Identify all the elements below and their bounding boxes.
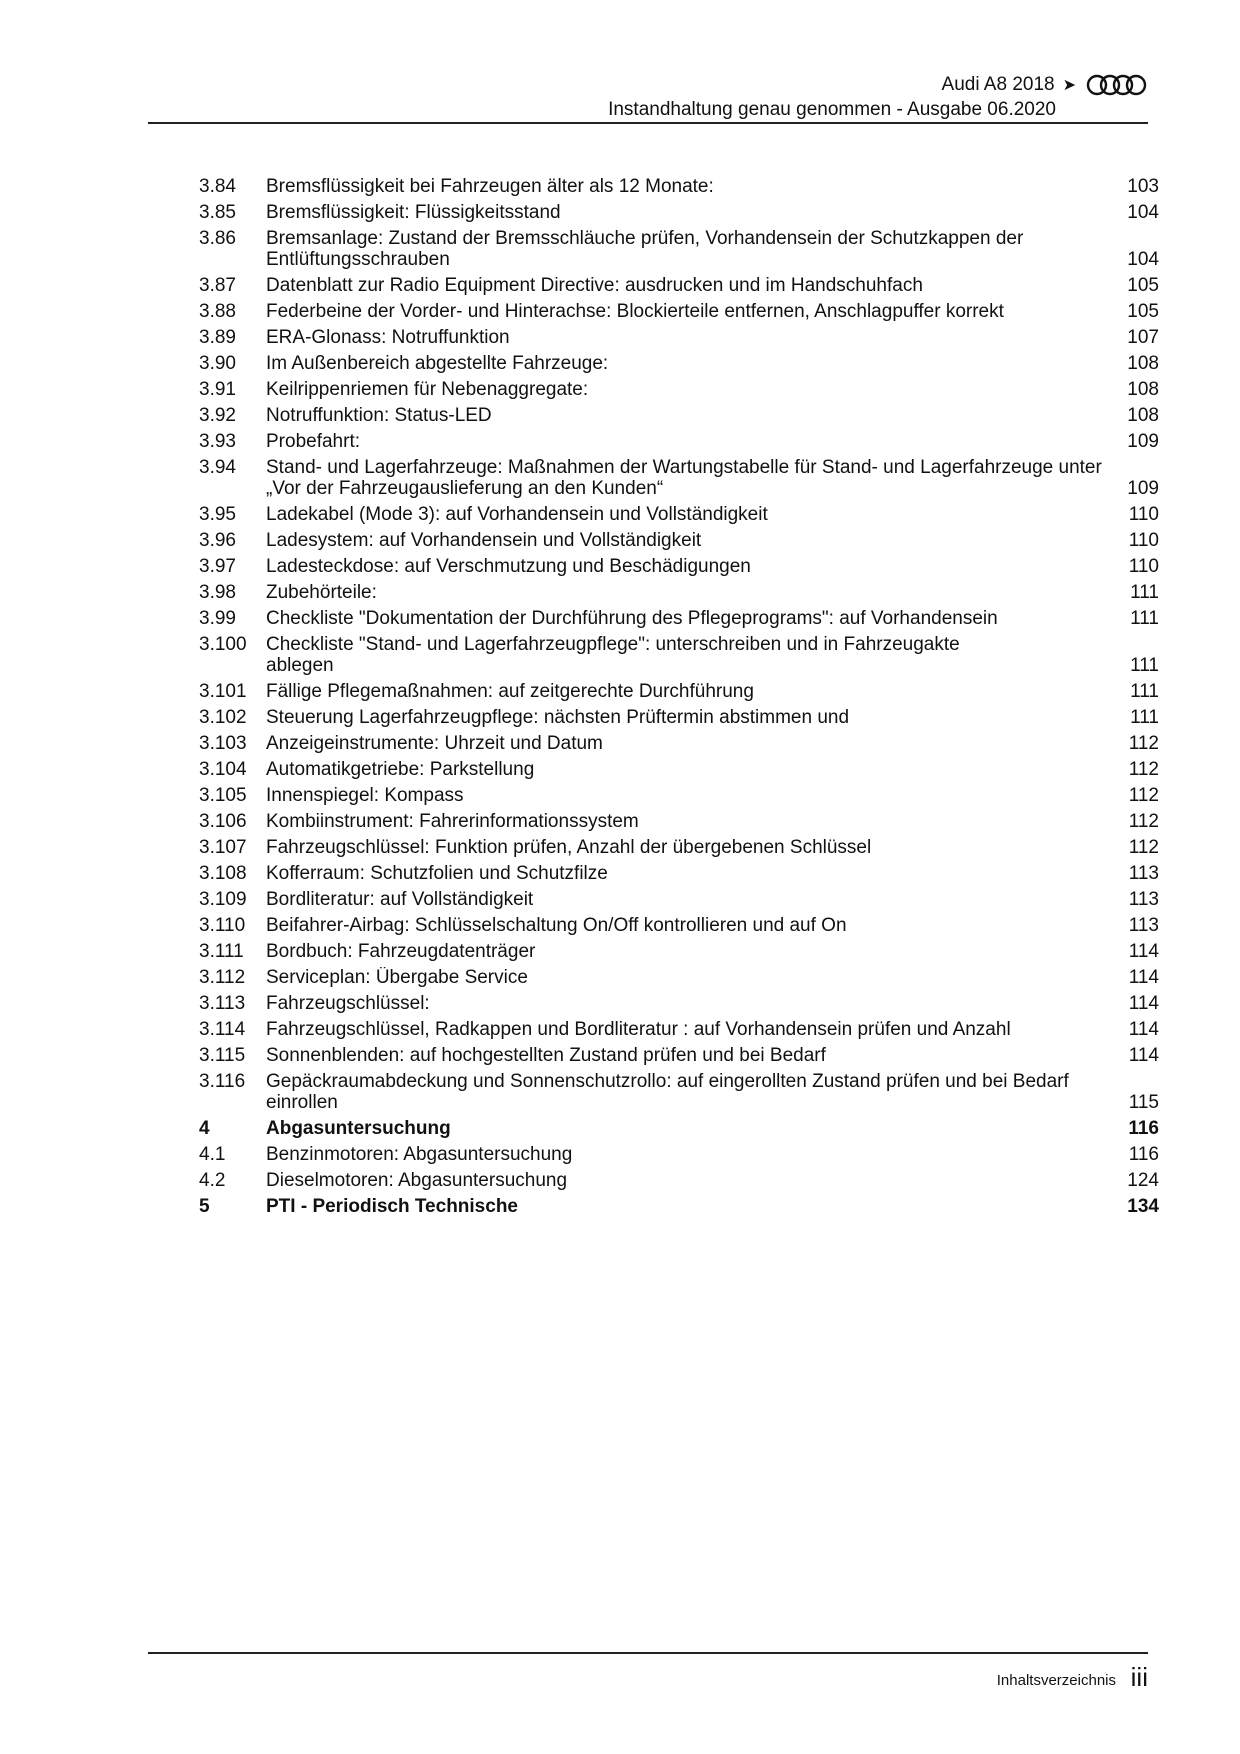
toc-entry-page: 112 <box>1128 837 1159 858</box>
footer-page-number: iii <box>1130 1662 1148 1692</box>
toc-entry-title: Serviceplan: Übergabe Service . . . <box>266 967 1115 988</box>
toc-entry-page: 108 <box>1127 405 1159 426</box>
toc-entry-page: 107 <box>1127 327 1159 348</box>
toc-entry-page: 134 <box>1127 1196 1159 1217</box>
toc-entry-title: Checkliste "Dokumentation der Durchführung des Pflegeprograms": auf Vorhandensein . . . <box>266 608 1115 629</box>
toc-entry-title-wrap <box>266 941 1115 962</box>
toc-entry-number: 3.92 <box>199 405 236 426</box>
toc-entry-number: 3.87 <box>199 275 236 296</box>
toc-entry-page: 109 <box>1127 478 1159 499</box>
toc-entry-title: Beifahrer-Airbag: Schlüsselschaltung On/Off kontrollieren und auf On . . . <box>266 915 1115 936</box>
toc-entry-title-wrap <box>266 327 1115 348</box>
toc-entry-page: 116 <box>1128 1118 1159 1139</box>
toc-entry-title: ERA-Glonass: Notruffunktion . . . <box>266 327 1115 348</box>
toc-entry-number: 3.100 <box>199 634 247 655</box>
toc-entry-page: 115 <box>1128 1092 1159 1113</box>
toc-entry-title: Federbeine der Vorder- und Hinterachse: Blockierteile entfernen, Anschlagpuffer korrekt . . . <box>266 301 1115 322</box>
toc-entry-title: Bremsflüssigkeit bei Fahrzeugen älter als 12 Monate: . . . <box>266 176 1115 197</box>
toc-entry-title: Dieselmotoren: Abgasuntersuchung . . . <box>266 1170 1115 1191</box>
toc-entry[interactable] <box>199 405 1159 426</box>
arrow-icon: ➤ <box>1062 77 1076 94</box>
toc-entry-page: 114 <box>1128 941 1159 962</box>
toc-entry-number: 3.112 <box>199 967 246 988</box>
toc-entry-number: 3.99 <box>199 608 236 629</box>
toc-entry-title: Checkliste "Stand- und Lagerfahrzeugpflege": unterschreiben und in Fahrzeugakte ablegen . . . <box>266 634 1115 676</box>
toc-entry[interactable] <box>199 707 1159 728</box>
toc-entry[interactable] <box>199 556 1159 577</box>
toc-entry[interactable] <box>199 379 1159 400</box>
toc-entry[interactable] <box>199 228 1159 270</box>
toc-entry-page: 114 <box>1128 1045 1159 1066</box>
toc-entry-page: 111 <box>1130 608 1159 629</box>
toc-entry-page: 113 <box>1128 915 1159 936</box>
toc-entry-title-wrap <box>266 915 1115 936</box>
toc-entry-number: 3.111 <box>199 941 244 962</box>
toc-entry-title-wrap <box>266 1071 1115 1113</box>
toc-entry[interactable] <box>199 811 1159 832</box>
toc-entry-title: Fällige Pflegemaßnahmen: auf zeitgerechte Durchführung . . . <box>266 681 1115 702</box>
footer-section-label: Inhaltsverzeichnis <box>996 1672 1116 1689</box>
toc-entry-number: 3.105 <box>199 785 247 806</box>
toc-entry[interactable] <box>199 1045 1159 1066</box>
toc-entry-title-wrap <box>266 301 1115 322</box>
toc-entry-page: 105 <box>1127 301 1159 322</box>
toc-entry-title-wrap <box>266 1045 1115 1066</box>
toc-entry-title: Zubehörteile: . . . <box>266 582 1115 603</box>
toc-entry-number: 3.95 <box>199 504 236 525</box>
toc-entry-title-wrap <box>266 967 1115 988</box>
toc-entry-title: Automatikgetriebe: Parkstellung . . . <box>266 759 1115 780</box>
toc-entry-number: 3.106 <box>199 811 247 832</box>
toc-entry-page: 124 <box>1127 1170 1159 1191</box>
toc-entry-title-wrap <box>266 582 1115 603</box>
toc-entry-number: 3.91 <box>199 379 236 400</box>
toc-entry[interactable] <box>199 457 1159 499</box>
toc-entry[interactable] <box>199 608 1159 629</box>
toc-entry-number: 3.86 <box>199 228 236 249</box>
toc-entry-number: 3.104 <box>199 759 247 780</box>
toc-entry-page: 112 <box>1128 759 1159 780</box>
toc-entry[interactable] <box>199 837 1159 858</box>
toc-entry-title-wrap <box>266 837 1115 858</box>
toc-entry-page: 116 <box>1128 1144 1159 1165</box>
toc-entry-number: 3.108 <box>199 863 247 884</box>
toc-entry[interactable] <box>199 733 1159 754</box>
toc-entry-number: 3.88 <box>199 301 236 322</box>
toc-entry[interactable] <box>199 759 1159 780</box>
toc-entry-title: Ladesystem: auf Vorhandensein und Vollständigkeit . . . <box>266 530 1115 551</box>
toc-entry-number: 3.85 <box>199 202 236 223</box>
toc-entry-title-wrap <box>266 733 1115 754</box>
toc-entry-title-wrap <box>266 785 1115 806</box>
toc-entry-title-wrap <box>266 993 1115 1014</box>
toc-entry-title-wrap <box>266 634 1115 676</box>
toc-entry-title-wrap <box>266 1118 1115 1139</box>
toc-entry-title-wrap <box>266 457 1115 499</box>
header-subtitle: Instandhaltung genau genommen - Ausgabe 06.2020 <box>608 99 1056 120</box>
toc-entry-page: 111 <box>1130 655 1159 676</box>
toc-entry[interactable] <box>199 915 1159 936</box>
toc-entry-title-wrap <box>266 228 1115 270</box>
toc-entry[interactable] <box>199 1019 1159 1040</box>
toc-entry-page: 110 <box>1128 530 1159 551</box>
page-header <box>148 72 1148 122</box>
toc-entry-title: Kofferraum: Schutzfolien und Schutzfilze . . . <box>266 863 1115 884</box>
toc-entry-number: 3.84 <box>199 176 236 197</box>
toc-entry[interactable] <box>199 1144 1159 1165</box>
toc-entry-title-wrap <box>266 379 1115 400</box>
toc-entry[interactable] <box>199 431 1159 452</box>
toc-entry-title-wrap <box>266 530 1115 551</box>
header-model-line <box>942 72 1148 98</box>
toc-entry[interactable] <box>199 941 1159 962</box>
toc-entry-number: 3.107 <box>199 837 247 858</box>
toc-entry-title: Ladekabel (Mode 3): auf Vorhandensein und Vollständigkeit . . . <box>266 504 1115 525</box>
toc-entry-page: 104 <box>1127 249 1159 270</box>
toc-entry-title: Benzinmotoren: Abgasuntersuchung . . . <box>266 1144 1115 1165</box>
toc-entry-title-wrap <box>266 608 1115 629</box>
toc-entry-title: Keilrippenriemen für Nebenaggregate: . . . <box>266 379 1115 400</box>
toc-entry-number: 3.114 <box>199 1019 246 1040</box>
toc-entry-number: 3.90 <box>199 353 236 374</box>
toc-entry-page: 114 <box>1128 1019 1159 1040</box>
toc-entry-page: 112 <box>1128 733 1159 754</box>
toc-entry[interactable] <box>199 993 1159 1014</box>
toc-entry[interactable] <box>199 1071 1159 1113</box>
toc-entry-title-wrap <box>266 556 1115 577</box>
toc-entry-page: 104 <box>1127 202 1159 223</box>
toc-entry-title: Probefahrt: . . . <box>266 431 1115 452</box>
toc-entry-number: 3.116 <box>199 1071 246 1092</box>
toc-entry-page: 111 <box>1130 681 1159 702</box>
toc-entry-title: Bordbuch: Fahrzeugdatenträger . . . <box>266 941 1115 962</box>
toc-entry-page: 103 <box>1127 176 1159 197</box>
toc-entry-number: 3.93 <box>199 431 236 452</box>
toc-entry-page: 114 <box>1128 993 1159 1014</box>
toc-entry-page: 109 <box>1127 431 1159 452</box>
toc-entry[interactable] <box>199 889 1159 910</box>
toc-entry-title: Bremsflüssigkeit: Flüssigkeitsstand . . . <box>266 202 1115 223</box>
toc-entry-number: 4.2 <box>199 1170 226 1191</box>
toc-entry-title: Gepäckraumabdeckung und Sonnenschutzrollo: auf eingerollten Zustand prüfen und bei Bedarf einrollen . . . <box>266 1071 1115 1113</box>
toc-entry-title: Innenspiegel: Kompass . . . <box>266 785 1115 806</box>
toc-entry-title-wrap <box>266 811 1115 832</box>
toc-entry-title-wrap <box>266 202 1115 223</box>
toc-entry-page: 113 <box>1128 863 1159 884</box>
toc-entry-page: 114 <box>1128 967 1159 988</box>
header-model: Audi A8 2018 <box>941 74 1055 95</box>
toc-entry[interactable] <box>199 504 1159 525</box>
toc-entry-title-wrap <box>266 353 1115 374</box>
toc-entry-title-wrap <box>266 405 1115 426</box>
toc-entry-page: 110 <box>1128 556 1159 577</box>
toc-entry-title-wrap <box>266 1019 1115 1040</box>
toc-entry-page: 112 <box>1128 785 1159 806</box>
toc-entry-number: 3.103 <box>199 733 247 754</box>
toc-entry-title: Steuerung Lagerfahrzeugpflege: nächsten Prüftermin abstimmen und . . . <box>266 707 1115 728</box>
toc-entry[interactable] <box>199 202 1159 223</box>
toc-entry[interactable] <box>199 681 1159 702</box>
toc-entry-number: 3.110 <box>199 915 246 936</box>
footer-divider <box>148 1652 1148 1654</box>
toc-entry-title-wrap <box>266 759 1115 780</box>
toc-entry-number: 3.115 <box>199 1045 246 1066</box>
toc-entry-page: 108 <box>1127 379 1159 400</box>
toc-entry-title-wrap <box>266 1170 1115 1191</box>
toc-entry-title: Fahrzeugschlüssel: . . . <box>266 993 1115 1014</box>
toc-entry-number: 4.1 <box>199 1144 226 1165</box>
toc-entry-number: 3.113 <box>199 993 246 1014</box>
table-of-contents <box>199 176 1159 1222</box>
toc-entry[interactable] <box>199 863 1159 884</box>
toc-entry-title-wrap <box>266 275 1115 296</box>
toc-entry-number: 3.97 <box>199 556 236 577</box>
toc-entry-title: Abgasuntersuchung . . . <box>266 1118 1115 1139</box>
toc-entry[interactable] <box>199 967 1159 988</box>
toc-entry-number: 3.94 <box>199 457 236 478</box>
toc-entry[interactable] <box>199 634 1159 676</box>
toc-entry-title: Im Außenbereich abgestellte Fahrzeuge: . . . <box>266 353 1115 374</box>
toc-entry-title: Kombiinstrument: Fahrerinformationssystem . . . <box>266 811 1115 832</box>
toc-entry-title-wrap <box>266 889 1115 910</box>
toc-entry[interactable] <box>199 1196 1159 1217</box>
toc-entry-title-wrap <box>266 504 1115 525</box>
toc-entry[interactable] <box>199 275 1159 296</box>
toc-entry-title: Stand- und Lagerfahrzeuge: Maßnahmen der Wartungstabelle für Stand- und Lagerfahrzeuge unter „Vor der Fahrzeugauslieferung an den Kunden“ . . . <box>266 457 1115 499</box>
toc-entry-number: 3.101 <box>199 681 247 702</box>
toc-entry-number: 3.109 <box>199 889 247 910</box>
toc-entry-title: Sonnenblenden: auf hochgestellten Zustand prüfen und bei Bedarf . . . <box>266 1045 1115 1066</box>
toc-entry-title-wrap <box>266 176 1115 197</box>
toc-entry[interactable] <box>199 582 1159 603</box>
toc-entry-title-wrap <box>266 681 1115 702</box>
toc-entry-page: 111 <box>1130 707 1159 728</box>
toc-entry-page: 105 <box>1127 275 1159 296</box>
toc-entry-page: 112 <box>1128 811 1159 832</box>
toc-entry-number: 3.96 <box>199 530 236 551</box>
toc-entry-page: 110 <box>1128 504 1159 525</box>
toc-entry-page: 113 <box>1128 889 1159 910</box>
toc-entry-number: 3.102 <box>199 707 247 728</box>
toc-entry-title: PTI - Periodisch Technische . . . <box>266 1196 1115 1217</box>
audi-rings-icon <box>1086 73 1148 97</box>
toc-entry[interactable] <box>199 353 1159 374</box>
toc-entry-title: Fahrzeugschlüssel, Radkappen und Bordliteratur : auf Vorhandensein prüfen und Anzahl . . . <box>266 1019 1115 1040</box>
toc-entry[interactable] <box>199 1170 1159 1191</box>
toc-entry-title-wrap <box>266 1196 1115 1217</box>
toc-entry-title: Datenblatt zur Radio Equipment Directive: ausdrucken und im Handschuhfach . . . <box>266 275 1115 296</box>
toc-entry-title: Notruffunktion: Status-LED . . . <box>266 405 1115 426</box>
toc-entry[interactable] <box>199 327 1159 348</box>
toc-entry-number: 3.89 <box>199 327 236 348</box>
toc-entry-title: Bremsanlage: Zustand der Bremsschläuche prüfen, Vorhandensein der Schutzkappen der Entlüftungsschrauben . . . <box>266 228 1115 270</box>
toc-entry-title: Bordliteratur: auf Vollständigkeit . . . <box>266 889 1115 910</box>
toc-entry-number: 4 <box>199 1118 210 1139</box>
toc-entry[interactable] <box>199 785 1159 806</box>
toc-entry-title: Ladesteckdose: auf Verschmutzung und Beschädigungen . . . <box>266 556 1115 577</box>
toc-entry[interactable] <box>199 530 1159 551</box>
toc-entry-title: Anzeigeinstrumente: Uhrzeit und Datum . . . <box>266 733 1115 754</box>
toc-entry-number: 3.98 <box>199 582 236 603</box>
toc-entry-title-wrap <box>266 707 1115 728</box>
toc-entry-title-wrap <box>266 1144 1115 1165</box>
toc-entry[interactable] <box>199 1118 1159 1139</box>
toc-entry-page: 108 <box>1127 353 1159 374</box>
header-divider <box>148 122 1148 124</box>
toc-entry[interactable] <box>199 301 1159 322</box>
toc-entry-title: Fahrzeugschlüssel: Funktion prüfen, Anzahl der übergebenen Schlüssel . . . <box>266 837 1115 858</box>
toc-entry[interactable] <box>199 176 1159 197</box>
toc-entry-page: 111 <box>1130 582 1159 603</box>
toc-entry-title-wrap <box>266 863 1115 884</box>
toc-entry-title-wrap <box>266 431 1115 452</box>
toc-entry-number: 5 <box>199 1196 210 1217</box>
